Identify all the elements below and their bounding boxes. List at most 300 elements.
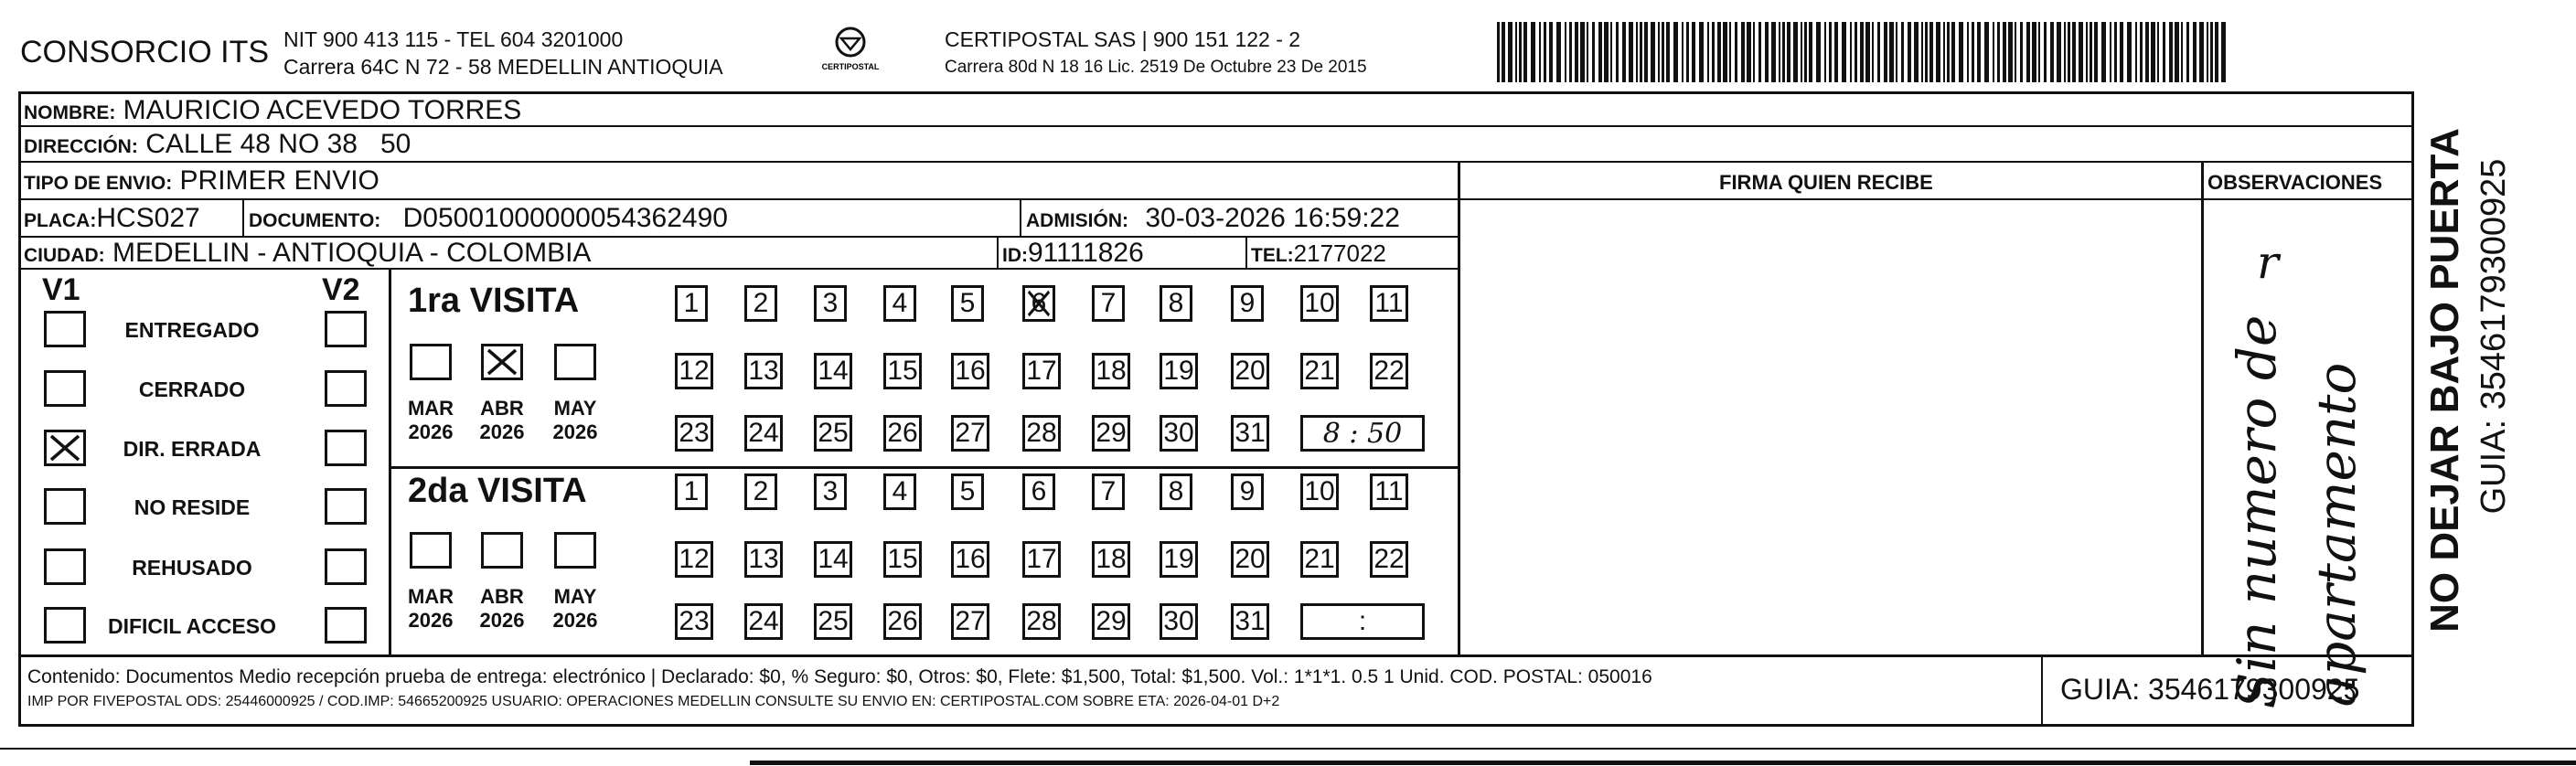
day-number: 29 xyxy=(1096,418,1127,448)
handwritten-observation-line-1: Sin numero de xyxy=(2226,314,2288,709)
barcode-bar xyxy=(2210,22,2213,82)
barcode-bar xyxy=(1508,22,1512,82)
barcode-bar xyxy=(2114,22,2117,82)
barcode-bar xyxy=(1771,22,1776,82)
barcode-bar xyxy=(1972,22,1974,82)
barcode-bar xyxy=(2003,22,2006,82)
day-box[interactable] xyxy=(951,603,989,640)
day-box[interactable] xyxy=(675,603,713,640)
barcode-bar xyxy=(1809,22,1812,82)
certipostal-logo xyxy=(805,26,896,77)
day-number: 21 xyxy=(1304,356,1335,386)
barcode-bar xyxy=(1936,22,1940,82)
day-number: 16 xyxy=(955,356,986,386)
barcode-bar xyxy=(1925,22,1928,82)
day-number: 22 xyxy=(1374,356,1405,386)
barcode-bar xyxy=(2020,22,2023,82)
day-number: 12 xyxy=(679,544,710,574)
barcode-bar xyxy=(1717,22,1721,82)
day-box[interactable] xyxy=(951,285,984,322)
day-box[interactable] xyxy=(1092,603,1130,640)
id-label: ID: xyxy=(1002,245,1028,266)
direccion-value: CALLE 48 NO 38 50 xyxy=(145,129,412,159)
day-number: 21 xyxy=(1304,544,1335,574)
barcode-bar xyxy=(1908,22,1911,82)
barcode-bar xyxy=(1565,22,1566,82)
barcode-bar xyxy=(2120,22,2123,82)
day-box[interactable] xyxy=(1231,473,1264,510)
barcode-bar xyxy=(1539,22,1541,82)
day-number: 22 xyxy=(1374,544,1405,574)
day-box[interactable] xyxy=(814,285,847,322)
day-number: 2 xyxy=(753,476,769,506)
day-box[interactable] xyxy=(883,285,916,322)
barcode-bar xyxy=(2215,22,2218,82)
barcode-bar xyxy=(1629,22,1633,82)
day-number: 11 xyxy=(1374,288,1404,318)
svg-text:CERTIPOSTAL: CERTIPOSTAL xyxy=(821,62,880,71)
barcode-bar xyxy=(1872,22,1874,82)
barcode-bar xyxy=(2193,22,2197,82)
v1-label: V1 xyxy=(42,272,80,307)
day-number: 2 xyxy=(753,288,769,318)
day-number: 1 xyxy=(683,476,700,506)
barcode-bar xyxy=(1787,22,1790,82)
barcode-bar xyxy=(1865,22,1870,82)
tel-label: TEL: xyxy=(1251,245,1294,266)
direccion-label: DIRECCIÓN: xyxy=(24,136,138,157)
placa-label: PLACA: xyxy=(24,210,97,231)
day-number: 5 xyxy=(959,288,976,318)
day-box[interactable] xyxy=(1160,353,1198,389)
barcode-bar xyxy=(1801,22,1802,82)
day-box[interactable] xyxy=(675,473,708,510)
day-number: 31 xyxy=(1235,418,1266,448)
day-number: 20 xyxy=(1235,356,1266,386)
day-number: 4 xyxy=(892,476,908,506)
day-number: 20 xyxy=(1235,544,1266,574)
month-label: ABR xyxy=(480,585,524,608)
barcode-bar xyxy=(1682,22,1683,82)
barcode-bar xyxy=(1977,22,1981,82)
day-number: 30 xyxy=(1163,606,1194,636)
courier-name: CERTIPOSTAL SAS | 900 151 122 - 2 xyxy=(945,27,1301,51)
day-box[interactable] xyxy=(1300,353,1339,389)
barcode-bar xyxy=(2151,22,2155,82)
day-box[interactable] xyxy=(744,473,777,510)
barcode-bar xyxy=(1616,22,1619,82)
day-box[interactable] xyxy=(1370,541,1408,578)
day-box[interactable] xyxy=(1370,353,1408,389)
day-box[interactable] xyxy=(814,415,852,452)
day-box[interactable] xyxy=(1022,603,1061,640)
courier-license: Carrera 80d N 18 16 Lic. 2519 De Octubre 23 De 2015 xyxy=(945,58,1367,77)
day-box[interactable] xyxy=(1160,285,1192,322)
barcode-bar xyxy=(1929,22,1933,82)
barcode-bar xyxy=(1636,22,1638,82)
day-box[interactable] xyxy=(883,473,916,510)
company-address: Carrera 64C N 72 - 58 MEDELLIN ANTIOQUIA xyxy=(283,55,723,79)
barcode-bar xyxy=(1544,22,1546,82)
day-number: 24 xyxy=(748,606,779,636)
admision-label: ADMISIÓN: xyxy=(1026,210,1128,231)
barcode-bar xyxy=(1967,22,1969,82)
barcode-bar xyxy=(1860,22,1864,82)
day-number: 5 xyxy=(959,476,976,506)
barcode-bar xyxy=(1884,22,1887,82)
day-number: 13 xyxy=(748,356,779,386)
day-number: 19 xyxy=(1163,544,1194,574)
day-box[interactable] xyxy=(1160,473,1192,510)
day-number: 8 xyxy=(1168,476,1184,506)
barcode-bar xyxy=(1850,22,1852,82)
day-box[interactable] xyxy=(1092,473,1125,510)
barcode-bar xyxy=(1816,22,1821,82)
barcode-bar xyxy=(2094,22,2098,82)
day-box[interactable] xyxy=(883,603,922,640)
day-box[interactable] xyxy=(1022,285,1055,322)
month-label: ABR xyxy=(480,397,524,420)
day-number: 16 xyxy=(955,544,986,574)
status-label: REHUSADO xyxy=(132,556,252,580)
barcode-bar xyxy=(1686,22,1689,82)
nombre-value: MAURICIO ACEVEDO TORRES xyxy=(123,95,522,125)
barcode-bar xyxy=(1531,22,1535,82)
barcode-bar xyxy=(1951,22,1955,82)
barcode-bar xyxy=(2175,22,2179,82)
day-box[interactable] xyxy=(814,473,847,510)
barcode-bar xyxy=(1519,22,1522,82)
barcode-bar xyxy=(1666,22,1670,82)
barcode-bar xyxy=(1921,22,1923,82)
day-box[interactable] xyxy=(883,541,922,578)
id-value: 91111826 xyxy=(1028,238,1144,268)
barcode-bar xyxy=(1793,22,1798,82)
barcode xyxy=(1497,22,2229,82)
day-box[interactable] xyxy=(1231,603,1269,640)
barcode-bar xyxy=(2044,22,2047,82)
visit-time-value: 8 : 50 xyxy=(1322,417,1403,450)
day-box[interactable] xyxy=(1300,285,1339,322)
ciudad-label: CIUDAD: xyxy=(24,245,105,266)
barcode-bar xyxy=(2207,22,2208,82)
barcode-bar xyxy=(1824,22,1826,82)
day-number: 19 xyxy=(1163,356,1194,386)
day-box[interactable] xyxy=(1231,353,1269,389)
day-box[interactable] xyxy=(744,415,783,452)
barcode-bar xyxy=(1758,22,1761,82)
day-box[interactable] xyxy=(951,415,989,452)
day-number: 26 xyxy=(887,418,918,448)
barcode-bar xyxy=(1889,22,1894,82)
barcode-bar xyxy=(1658,22,1660,82)
barcode-bar xyxy=(1610,22,1612,82)
year-label: 2026 xyxy=(479,420,525,443)
barcode-bar xyxy=(2169,22,2173,82)
barcode-bar xyxy=(1707,22,1709,82)
day-box[interactable] xyxy=(1370,285,1408,322)
day-box[interactable] xyxy=(814,603,852,640)
barcode-bar xyxy=(1765,22,1769,82)
day-number: 27 xyxy=(955,418,986,448)
day-number: 24 xyxy=(748,418,779,448)
month-checkbox[interactable] xyxy=(481,344,523,380)
day-box[interactable] xyxy=(675,353,713,389)
day-number: 9 xyxy=(1239,476,1256,506)
day-box[interactable] xyxy=(744,541,783,578)
barcode-bar xyxy=(1877,22,1880,82)
observaciones-label: OBSERVACIONES xyxy=(2207,171,2383,194)
month-label: MAR xyxy=(407,585,454,608)
day-box[interactable] xyxy=(744,285,777,322)
footer-guia: GUIA: 3546179300925 xyxy=(2060,673,2360,706)
nombre-label: NOMBRE: xyxy=(24,102,116,123)
barcode-bar xyxy=(1729,22,1731,82)
day-number: 3 xyxy=(822,288,839,318)
day-number: 28 xyxy=(1026,418,1057,448)
day-box[interactable] xyxy=(883,353,922,389)
barcode-bar xyxy=(1640,22,1642,82)
barcode-bar xyxy=(1829,22,1832,82)
status-label: DIR. ERRADA xyxy=(123,437,262,461)
admision-value: 30-03-2026 16:59:22 xyxy=(1145,203,1400,233)
barcode-bar xyxy=(2157,22,2159,82)
month-label: MAR xyxy=(407,397,454,420)
day-number: 26 xyxy=(887,606,918,636)
barcode-bar xyxy=(1741,22,1745,82)
day-box[interactable] xyxy=(1370,473,1408,510)
barcode-bar xyxy=(1984,22,1989,82)
day-box[interactable] xyxy=(1022,473,1055,510)
company-name: CONSORCIO ITS xyxy=(20,35,270,69)
barcode-bar xyxy=(1587,22,1588,82)
documento-value: D05001000000054362490 xyxy=(402,203,728,233)
barcode-bar xyxy=(1993,22,1994,82)
barcode-bar xyxy=(1598,22,1602,82)
day-number: 7 xyxy=(1100,476,1117,506)
month-checkbox[interactable] xyxy=(554,344,596,380)
day-number: 11 xyxy=(1374,476,1404,506)
year-label: 2026 xyxy=(479,609,525,632)
day-number: 14 xyxy=(818,544,849,574)
barcode-bar xyxy=(1712,22,1715,82)
barcode-bar xyxy=(1569,22,1572,82)
barcode-bar xyxy=(1575,22,1578,82)
barcode-bar xyxy=(1804,22,1807,82)
day-number: 1 xyxy=(683,288,700,318)
barcode-bar xyxy=(1959,22,1963,82)
day-number: 7 xyxy=(1100,288,1117,318)
barcode-bar xyxy=(1699,22,1704,82)
handwritten-observation-mark: r xyxy=(2257,236,2279,289)
day-number: 30 xyxy=(1163,418,1194,448)
day-number: 15 xyxy=(887,356,918,386)
barcode-bar xyxy=(1556,22,1561,82)
day-number: 25 xyxy=(818,418,849,448)
day-number: 13 xyxy=(748,544,779,574)
handwritten-observation-line-2: apartamento xyxy=(2305,362,2368,707)
day-box[interactable] xyxy=(1231,415,1269,452)
barcode-bar xyxy=(1855,22,1857,82)
second-visit-title: 2da VISITA xyxy=(408,472,587,510)
barcode-bar xyxy=(1753,22,1755,82)
firma-label: FIRMA QUIEN RECIBE xyxy=(1719,171,1933,194)
day-box[interactable] xyxy=(814,541,852,578)
footer-contenido: Contenido: Documentos Medio recepción prueba de entrega: electrónico | Declarado: $0, % Seguro: $0, Otros: $0, Flete: $1,500, Total: $1,500. Vol.: 1*1*1. 0.5 1 Unid. COD. POSTAL: 050016 xyxy=(27,666,1652,687)
barcode-bar xyxy=(1497,22,1500,82)
barcode-bar xyxy=(2032,22,2036,82)
v2-label: V2 xyxy=(322,272,360,307)
barcode-bar xyxy=(2186,22,2189,82)
barcode-bar xyxy=(2127,22,2132,82)
day-number: 28 xyxy=(1026,606,1057,636)
barcode-bar xyxy=(2079,22,2083,82)
ciudad-value: MEDELLIN - ANTIOQUIA - COLOMBIA xyxy=(112,238,592,268)
barcode-bar xyxy=(1549,22,1553,82)
year-label: 2026 xyxy=(408,420,454,443)
day-number: 10 xyxy=(1304,288,1335,318)
day-box[interactable] xyxy=(1160,415,1198,452)
day-number: 31 xyxy=(1235,606,1266,636)
barcode-bar xyxy=(2181,22,2183,82)
day-number: 18 xyxy=(1096,544,1127,574)
barcode-bar xyxy=(1604,22,1609,82)
barcode-bar xyxy=(1515,22,1517,82)
day-number: 12 xyxy=(679,356,710,386)
barcode-bar xyxy=(2064,22,2066,82)
barcode-bar xyxy=(1523,22,1527,82)
day-box[interactable] xyxy=(814,353,852,389)
month-checkbox[interactable] xyxy=(554,532,596,569)
day-number: 8 xyxy=(1168,288,1184,318)
day-box[interactable] xyxy=(675,415,713,452)
barcode-bar xyxy=(1782,22,1785,82)
barcode-bar xyxy=(1651,22,1655,82)
barcode-bar xyxy=(1673,22,1678,82)
barcode-bar xyxy=(2163,22,2165,82)
barcode-bar xyxy=(2090,22,2092,82)
barcode-bar xyxy=(1502,22,1505,82)
day-box[interactable] xyxy=(1022,415,1061,452)
month-label: MAY xyxy=(553,397,597,420)
day-number: 27 xyxy=(955,606,986,636)
year-label: 2026 xyxy=(552,609,598,632)
day-box[interactable] xyxy=(675,285,708,322)
barcode-bar xyxy=(2015,22,2016,82)
day-number: 6 xyxy=(1031,476,1047,506)
barcode-bar xyxy=(1901,22,1904,82)
barcode-bar xyxy=(2135,22,2137,82)
day-number: 9 xyxy=(1239,288,1256,318)
day-number: 17 xyxy=(1026,544,1057,574)
month-label: MAY xyxy=(553,585,597,608)
day-box[interactable] xyxy=(951,541,989,578)
day-box[interactable] xyxy=(1231,541,1269,578)
barcode-bar xyxy=(1592,22,1595,82)
placa-value: HCS027 xyxy=(96,203,200,233)
day-number: 18 xyxy=(1096,356,1127,386)
barcode-bar xyxy=(2086,22,2088,82)
status-label: ENTREGADO xyxy=(124,318,260,342)
day-box[interactable] xyxy=(1022,353,1061,389)
barcode-bar xyxy=(1842,22,1846,82)
side-title: NO DEJAR BAJO PUERTA xyxy=(2422,128,2467,633)
barcode-bar xyxy=(1896,22,1897,82)
barcode-bar xyxy=(1580,22,1585,82)
day-number: 29 xyxy=(1096,606,1127,636)
month-checkbox[interactable] xyxy=(481,532,523,569)
day-box[interactable] xyxy=(951,473,984,510)
barcode-bar xyxy=(2057,22,2061,82)
day-box[interactable] xyxy=(1022,541,1061,578)
barcode-bar xyxy=(1997,22,2000,82)
day-box[interactable] xyxy=(675,541,713,578)
visit-time-box[interactable] xyxy=(1300,603,1425,640)
month-checkbox[interactable] xyxy=(410,344,452,380)
barcode-bar xyxy=(1644,22,1648,82)
day-box[interactable] xyxy=(1231,285,1264,322)
day-number: 10 xyxy=(1304,476,1335,506)
day-box[interactable] xyxy=(951,353,989,389)
day-number: 14 xyxy=(818,356,849,386)
visit-time-value: : xyxy=(1358,606,1367,636)
first-visit-title: 1ra VISITA xyxy=(408,282,580,320)
footer-imp: IMP POR FIVEPOSTAL ODS: 25446000925 / COD.IMP: 54665200925 USUARIO: OPERACIONES MEDELLIN CONSULTE SU ENVIO EN: CERTIPOSTAL.COM SOBRE ETA: 2026-04-01 D+2 xyxy=(27,694,1280,709)
tipo-envio-value: PRIMER ENVIO xyxy=(179,165,379,196)
barcode-bar xyxy=(1662,22,1664,82)
visit-time-box[interactable] xyxy=(1300,415,1425,452)
day-box[interactable] xyxy=(1092,353,1130,389)
barcode-bar xyxy=(2038,22,2040,82)
barcode-bar xyxy=(2199,22,2204,82)
barcode-bar xyxy=(2026,22,2030,82)
barcode-bar xyxy=(2101,22,2106,82)
barcode-bar xyxy=(1692,22,1695,82)
day-box[interactable] xyxy=(744,603,783,640)
status-label: DIFICIL ACCESO xyxy=(107,614,276,638)
day-number: 15 xyxy=(887,544,918,574)
day-box[interactable] xyxy=(1092,285,1125,322)
day-box[interactable] xyxy=(1300,473,1339,510)
barcode-bar xyxy=(1947,22,1950,82)
barcode-bar xyxy=(1834,22,1838,82)
barcode-bar xyxy=(2221,22,2226,82)
barcode-bar xyxy=(1723,22,1727,82)
barcode-bar xyxy=(2110,22,2111,82)
month-checkbox[interactable] xyxy=(410,532,452,569)
day-box[interactable] xyxy=(1092,541,1130,578)
barcode-bar xyxy=(1735,22,1737,82)
day-number: 6 xyxy=(1031,288,1047,318)
tel-value: 2177022 xyxy=(1293,239,1386,267)
barcode-bar xyxy=(1747,22,1751,82)
barcode-bar xyxy=(2072,22,2076,82)
documento-label: DOCUMENTO: xyxy=(249,210,381,231)
barcode-bar xyxy=(2050,22,2054,82)
day-box[interactable] xyxy=(1300,541,1339,578)
day-number: 23 xyxy=(679,606,710,636)
day-box[interactable] xyxy=(883,415,922,452)
year-label: 2026 xyxy=(552,420,598,443)
barcode-bar xyxy=(1943,22,1945,82)
day-number: 3 xyxy=(822,476,839,506)
day-box[interactable] xyxy=(1092,415,1130,452)
barcode-bar xyxy=(2068,22,2070,82)
day-box[interactable] xyxy=(744,353,783,389)
day-box[interactable] xyxy=(1160,541,1198,578)
day-box[interactable] xyxy=(1160,603,1198,640)
day-number: 25 xyxy=(818,606,849,636)
